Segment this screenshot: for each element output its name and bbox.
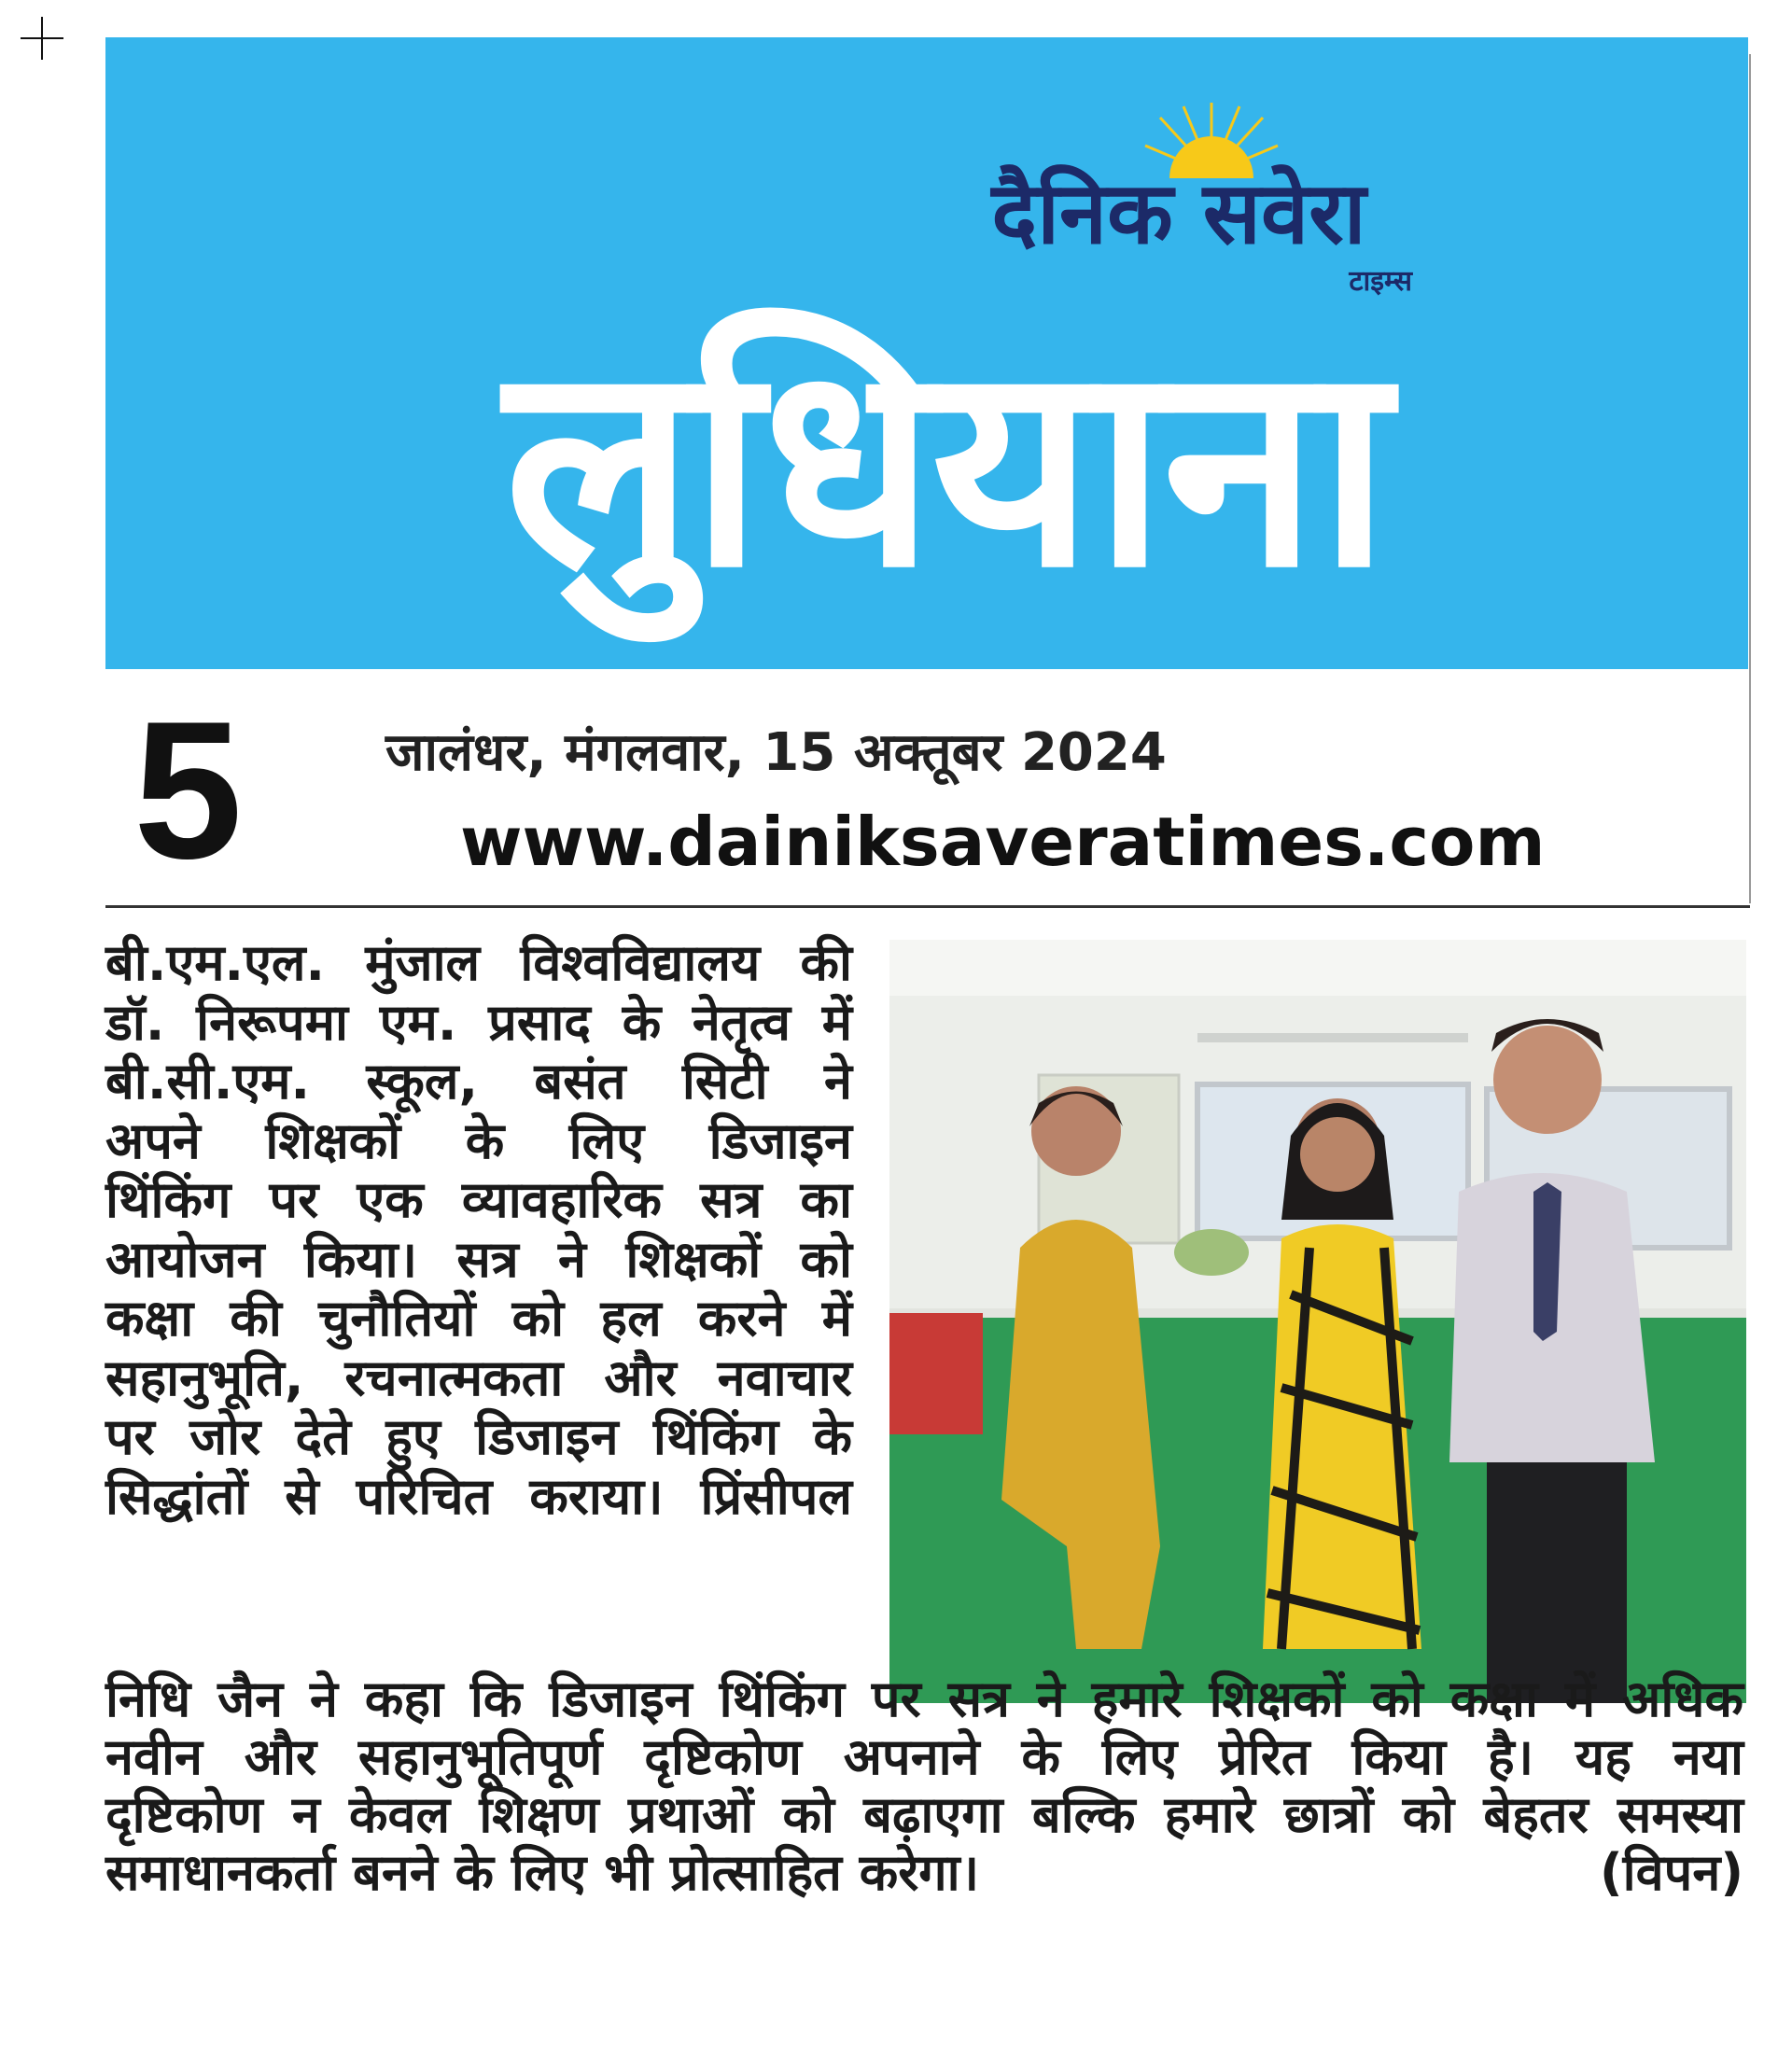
photo-illustration <box>889 940 1746 1703</box>
article-line: नवीन और सहानुभूतिपूर्ण दृष्टिकोण अपनाने के लिए प्रेरित किया है। यह नया <box>105 1727 1743 1786</box>
article-photo <box>889 940 1746 1703</box>
article-line: थिंकिंग पर एक व्यावहारिक सत्र का <box>105 1170 852 1229</box>
dateline-bar <box>105 669 1750 908</box>
article-column <box>105 933 852 1526</box>
article-line: सिद्धांतों से परिचित कराया। प्रिंसीपल <box>105 1466 852 1526</box>
article-line: पर जोर देते हुए डिजाइन थिंकिंग के <box>105 1407 852 1466</box>
article-continuation <box>105 1670 1743 1902</box>
masthead <box>105 37 1748 669</box>
article-line: निधि जैन ने कहा कि डिजाइन थिंकिंग पर सत्र ने हमारे शिक्षकों को कक्षा में अधिक <box>105 1670 1743 1728</box>
page-number: 5 <box>133 680 243 900</box>
website-link[interactable]: www.dainiksaveratimes.com <box>460 803 1546 881</box>
article-line <box>105 1844 1743 1902</box>
article-line: बी.सी.एम. स्कूल, बसंत सिटी ने <box>105 1052 852 1111</box>
brand-name: दैनिक सवेरा <box>991 163 1366 263</box>
article-line: दृष्टिकोण न केवल शिक्षण प्रथाओं को बढ़ाएगा बल्कि हमारे छात्रों को बेहतर समस्या <box>105 1785 1743 1844</box>
article-line: आयोजन किया। सत्र ने शिक्षकों को <box>105 1229 852 1289</box>
page-title: लुधियाना <box>504 303 1387 629</box>
article-line: डॉ. निरूपमा एम. प्रसाद के नेतृत्व में <box>105 992 852 1052</box>
article-last-line-text: समाधानकर्ता बनने के लिए भी प्रोत्साहित करेगा। <box>105 1843 980 1902</box>
article-line: कक्षा की चुनौतियों को हल करने में <box>105 1289 852 1348</box>
article-line: सहानुभूति, रचनात्मकता और नवाचार <box>105 1348 852 1407</box>
crop-mark-icon <box>21 17 63 60</box>
brand-sub: टाइम्स <box>1349 265 1412 298</box>
article-line: अपने शिक्षकों के लिए डिजाइन <box>105 1111 852 1170</box>
dateline: जालंधर, मंगलवार, 15 अक्तूबर 2024 <box>385 722 1167 783</box>
byline: (विपन) <box>1599 1843 1743 1902</box>
article-line: बी.एम.एल. मुंजाल विश्वविद्यालय की <box>105 933 852 992</box>
